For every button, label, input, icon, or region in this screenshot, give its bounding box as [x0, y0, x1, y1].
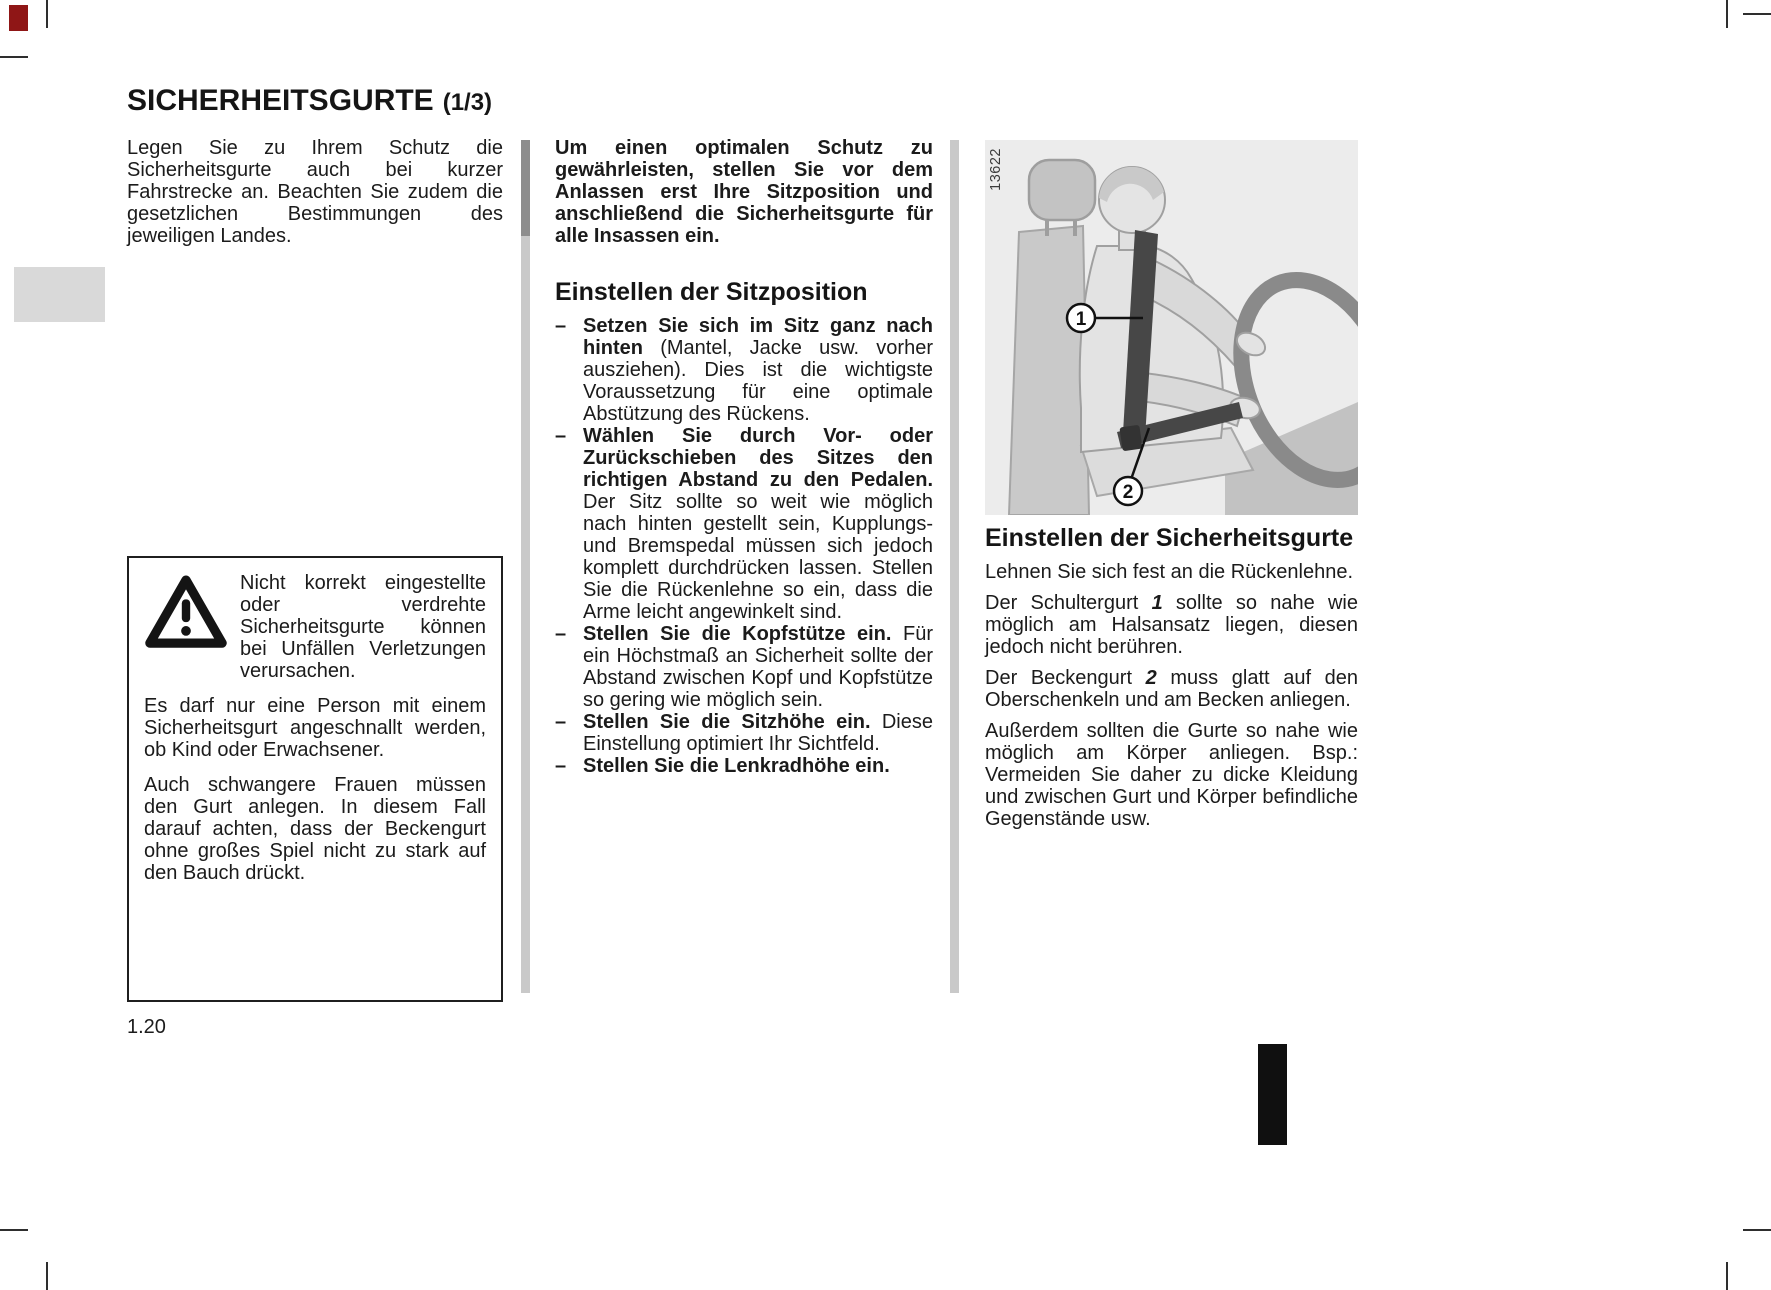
column-divider-left-dark-segment: [521, 140, 530, 236]
print-registration-red-mark: [9, 5, 28, 31]
warning-paragraph-1: Nicht korrekt eingestellte oder verdrehte Sicherheitsgurte können bei Unfällen Verletzungen verursachen.: [240, 572, 486, 682]
warning-box: [127, 556, 503, 1002]
list-dash: –: [555, 755, 567, 777]
crop-mark-bottom-right-vertical: [1726, 1262, 1728, 1290]
callout-2-label: 2: [1122, 482, 1134, 503]
seatbelt-column: [985, 140, 1358, 830]
list-dash: –: [555, 623, 567, 645]
crop-mark-bottom-right-horizontal: [1743, 1229, 1771, 1231]
section-bleed-tab: [1258, 1044, 1287, 1145]
list-dash: –: [555, 315, 567, 337]
column-divider-right: [950, 140, 959, 993]
list-item-rest: Für ein Höchstmaß an Sicherheit sollte der Abstand zwischen Kopf und Kopfstütze so gering wie möglich sein.: [583, 623, 933, 711]
seat-position-list: [555, 315, 933, 777]
lead-paragraph: Um einen optimalen Schutz zu gewährleisten, stellen Sie vor dem Anlassen erst Ihre Sitzposition und anschließend die Sicherheitsgurte für alle Insassen ein.: [555, 137, 933, 247]
list-item-rest: Der Sitz sollte so weit wie möglich nach hinten gestellt sein, Kupplungs- und Bremspedal müssen sich jedoch komplett durchdrücken lassen. Stellen Sie die Rückenlehne so ein, dass die Arme leicht angewinkelt sind.: [583, 491, 933, 623]
crop-mark-bottom-left-vertical: [46, 1262, 48, 1290]
seatbelt-paragraph-1: Lehnen Sie sich fest an die Rückenlehne.: [985, 561, 1354, 583]
seat-position-heading: Einstellen der Sitzposition: [555, 278, 868, 306]
list-dash: –: [555, 711, 567, 733]
list-item-text: [583, 425, 933, 623]
list-item-bold: Setzen Sie sich im Sitz ganz nach hinten: [583, 315, 933, 359]
seatbelt-p2-number: 1: [1151, 592, 1163, 614]
seatbelt-paragraph-3: [985, 667, 1358, 711]
warning-paragraph-2: Es darf nur eine Person mit einem Sicherheitsgurt angeschnallt werden, ob Kind oder Erwachsener.: [144, 695, 486, 761]
warning-first-row: [144, 572, 486, 682]
warning-paragraph-3: Auch schwangere Frauen müssen den Gurt anlegen. In diesem Fall darauf achten, dass der Beckengurt ohne großes Spiel nicht zu stark auf den Bauch drückt.: [144, 774, 486, 884]
intro-paragraph: Legen Sie zu Ihrem Schutz die Sicherheitsgurte auch bei kurzer Fahrstrecke an. Beachten Sie zudem die gesetzlichen Bestimmungen des jeweiligen Landes.: [127, 137, 503, 247]
list-item: [555, 711, 933, 755]
seatbelt-paragraph-2: [985, 592, 1358, 658]
column-divider-left: [521, 140, 530, 993]
list-item: [555, 425, 933, 623]
page-title-main: SICHERHEITSGURTE: [127, 84, 434, 117]
figure-id: 13622: [988, 148, 1004, 191]
seatbelt-illustration: [985, 140, 1358, 515]
list-dash: –: [555, 425, 567, 447]
seatbelt-p3-post: muss glatt auf den Oberschenkeln und am Becken anliegen.: [985, 667, 1358, 711]
list-item-text: [583, 711, 933, 755]
list-item: [555, 755, 933, 777]
driver-seatbelt-drawing: [985, 140, 1358, 515]
crop-mark-bottom-left-horizontal: [0, 1229, 28, 1231]
page-number: 1.20: [127, 1016, 166, 1038]
crop-mark-top-left-vertical: [46, 0, 48, 28]
seatbelt-p3-pre: Der Beckengurt: [985, 667, 1146, 689]
list-item: [555, 623, 933, 711]
list-item-text: [583, 755, 933, 777]
crop-mark-top-right-horizontal: [1743, 13, 1771, 15]
list-item-text: [583, 315, 933, 425]
seat-position-column: [555, 137, 933, 777]
callout-1-label: 1: [1075, 309, 1087, 330]
seatbelt-heading: Einstellen der Sicherheitsgurte: [985, 524, 1354, 552]
list-item-bold: Stellen Sie die Kopfstütze ein.: [583, 623, 892, 645]
crop-mark-top-left-horizontal: [0, 56, 28, 58]
list-item-rest: (Mantel, Jacke usw. vorher ausziehen). Dies ist die wichtigste Voraussetzung für eine optimale Abstützung des Rückens.: [583, 337, 933, 425]
warning-triangle-icon: [144, 574, 228, 655]
seatbelt-p2-post: sollte so nahe wie möglich am Halsansatz liegen, diesen jedoch nicht berühren.: [985, 592, 1358, 658]
list-item-rest: Diese Einstellung optimiert Ihr Sichtfeld.: [583, 711, 933, 755]
section-index-tab: [14, 267, 105, 322]
page-title-suffix: (1/3): [442, 89, 493, 116]
crop-mark-top-right-vertical: [1726, 0, 1728, 28]
list-item-bold: Stellen Sie die Lenkradhöhe ein.: [583, 755, 890, 777]
seatbelt-p2-pre: Der Schultergurt: [985, 592, 1152, 614]
page-title: [127, 84, 492, 118]
seatbelt-paragraph-4: Außerdem sollten die Gurte so nahe wie möglich am Körper anliegen. Bsp.: Vermeiden Sie daher zu dicke Kleidung und zwischen Gurt und Körper befindliche Gegenstände usw.: [985, 720, 1358, 830]
list-item-bold: Stellen Sie die Sitzhöhe ein.: [583, 711, 871, 733]
seatbelt-p3-number: 2: [1145, 667, 1157, 689]
list-item-bold: Wählen Sie durch Vor- oder Zurückschieben des Sitzes den richtigen Abstand zu den Pedalen.: [583, 425, 933, 491]
list-item-text: [583, 623, 933, 711]
list-item: [555, 315, 933, 425]
